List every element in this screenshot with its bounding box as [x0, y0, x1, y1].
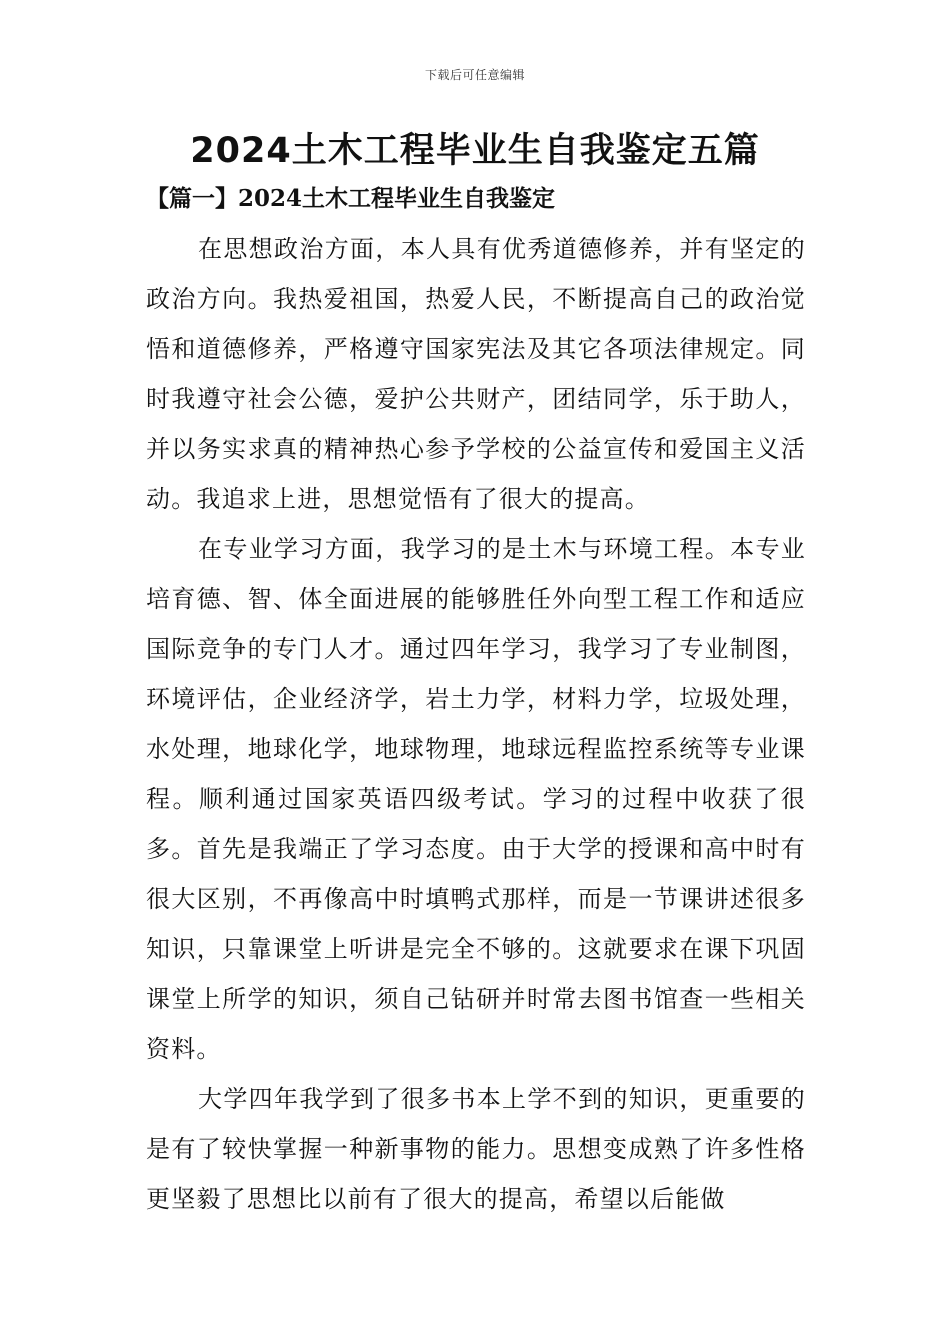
document-body	[146, 224, 806, 1224]
header-note: 下载后可任意编辑	[424, 68, 525, 82]
paragraph: 在专业学习方面，我学习的是土木与环境工程。本专业培育德、智、体全面进展的能够胜任外向型工程工作和适应国际竞争的专门人才。通过四年学习，我学习了专业制图，环境评估，企业经济学，岩土力学，材料力学，垃圾处理，水处理，地球化学，地球物理，地球远程监控系统等专业课程。顺利通过国家英语四级考试。学习的过程中收获了很多。首先是我端正了学习态度。由于大学的授课和高中时有很大区别，不再像高中时填鸭式那样，而是一节课讲述很多知识，只靠课堂上听讲是完全不够的。这就要求在课下巩固课堂上所学的知识，须自己钻研并时常去图书馆查一些相关资料。	[146, 535, 806, 1063]
paragraph: 大学四年我学到了很多书本上学不到的知识，更重要的是有了较快掌握一种新事物的能力。思想变成熟了许多性格更坚毅了思想比以前有了很大的提高，希望以后能做	[146, 1085, 806, 1213]
paragraph: 在思想政治方面，本人具有优秀道德修养，并有坚定的政治方向。我热爱祖国，热爱人民，不断提高自己的政治觉悟和道德修养，严格遵守国家宪法及其它各项法律规定。同时我遵守社会公德，爱护公共财产，团结同学，乐于助人，并以务实求真的精神热心参予学校的公益宣传和爱国主义活动。我追求上进，思想觉悟有了很大的提高。	[146, 235, 806, 513]
document-title: 2024土木工程毕业生自我鉴定五篇	[190, 131, 760, 171]
section-heading: 【篇一】2024土木工程毕业生自我鉴定	[146, 185, 556, 212]
